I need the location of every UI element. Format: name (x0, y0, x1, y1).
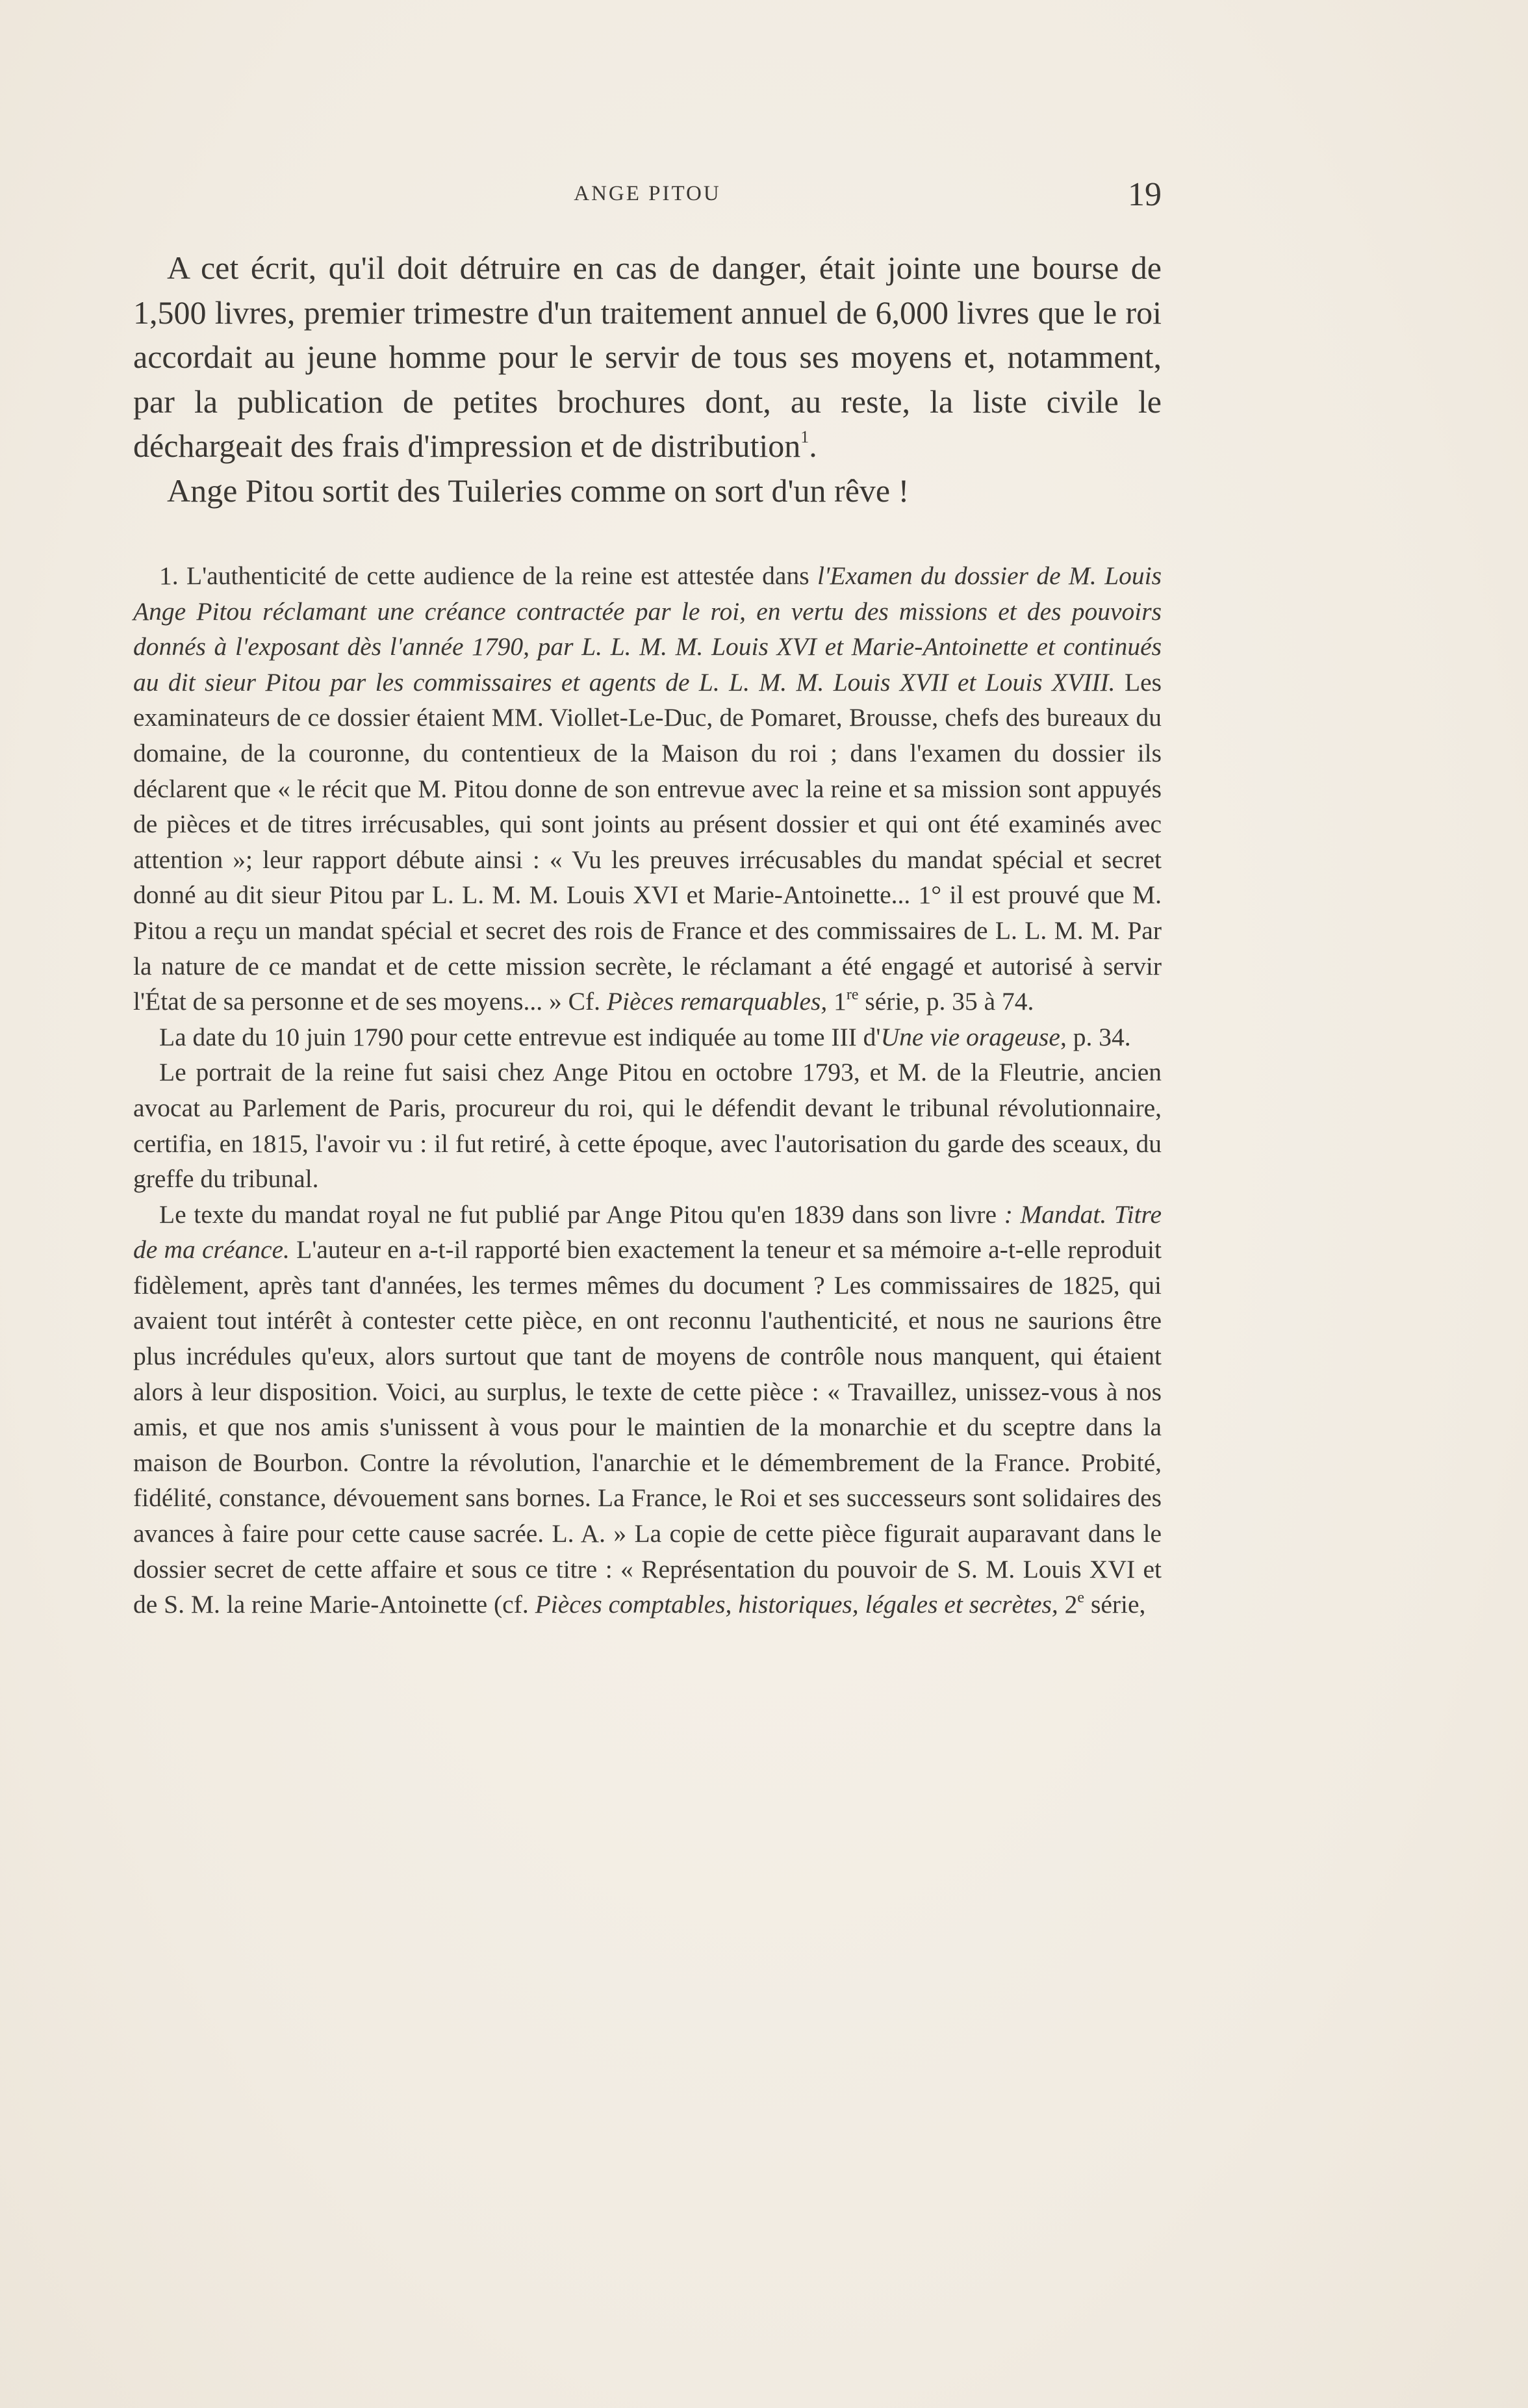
main-paragraph-1 (133, 246, 1162, 468)
footnote-1-text-d: série, p. 35 à 74. (858, 987, 1034, 1016)
body-text (133, 246, 1162, 1622)
footnote-1-text-c: 1 (827, 987, 847, 1016)
footnotes (133, 558, 1162, 1622)
footnote-4-text-a: Le texte du mandat royal ne fut publié par Ange Pitou qu'en 1839 dans son livre (159, 1199, 1004, 1229)
footnote-1 (133, 558, 1162, 1019)
footnote-number: 1. (159, 561, 179, 590)
footnote-4-source: Pièces comptables, historiques, légales et secrètes, (535, 1590, 1058, 1619)
footnote-1-text-b: Les examinateurs de ce dossier étaient MM. Viollet-Le-Duc, de Pomaret, Brousse, chefs des bureaux du domaine, de la couronne, du contentieux de la Maison du roi ; dans l'examen du dossier ils déclarent que « le récit que M. Pitou donne de son entrevue avec la reine et sa mission sont appuyés de pièces et de titres irrécusables, qui sont joints au présent dossier et qui ont été examinés avec attention »; leur rapport débute ainsi : « Vu les preuves irrécusables du mandat spécial et secret donné au dit sieur Pitou par L. L. M. M. Louis XVI et Marie-Antoinette... 1° il est prouvé que M. Pitou a reçu un mandat spécial et secret des rois de France et des commissaires de L. L. M. M. Par la nature de ce mandat et de cette mission secrète, le réclamant a été engagé et autorisé à servir l'État de sa personne et de ses moyens... » Cf. (133, 667, 1162, 1016)
footnote-paragraph-4 (133, 1197, 1162, 1622)
footnote-1-source: Pièces remarquables, (606, 987, 828, 1016)
footnote-4-title: : Mandat. Titre de ma créance. (133, 1199, 1162, 1264)
footnote-4-text-c: 2 (1058, 1590, 1078, 1619)
footnote-2-text-a: La date du 10 juin 1790 pour cette entrevue est indiquée au tome III d' (159, 1022, 881, 1051)
page-header (133, 175, 1162, 214)
footnote-4-text-d: série, (1084, 1590, 1146, 1619)
running-head: ANGE PITOU (574, 182, 721, 205)
footnote-paragraph-3: Le portrait de la reine fut saisi chez Ange Pitou en octobre 1793, et M. de la Fleutrie, ancien avocat au Parlement de Paris, procureur du roi, qui le défendit devant le tribunal révolutionnaire, certifia, en 1815, l'avoir vu : il fut retiré, à cette époque, avec l'autorisation du garde des sceaux, du greffe du tribunal. (133, 1058, 1162, 1194)
footnote-reference: 1 (800, 428, 809, 446)
page-number: 19 (1128, 176, 1162, 213)
footnote-paragraph-2 (133, 1019, 1162, 1055)
footnote-1-superscript: re (846, 986, 859, 1004)
main-paragraph-1-text: A cet écrit, qu'il doit détruire en cas de danger, était jointe une bourse de 1,500 livres, premier trimestre d'un traitement annuel de 6,000 livres que le roi accordait au jeune homme pour le servir de tous ses moyens et, notamment, par la publication de petites brochures dont, au reste, la liste civile le déchargeait des frais d'impression et de distribution (133, 250, 1162, 464)
main-paragraph-1-end: . (809, 428, 817, 464)
footnote-4-superscript: e (1077, 1589, 1085, 1607)
footnote-1-title: l'Examen du dossier de M. Louis Ange Pitou réclamant une créance contractée par le roi, en vertu des missions et des pouvoirs donnés à l'exposant dès l'année 1790, par L. L. M. M. Louis XVI et Marie-Antoinette et continués au dit sieur Pitou par les commissaires et agents de L. L. M. M. Louis XVII et Louis XVIII. (133, 561, 1162, 697)
footnote-4-text-b: L'auteur en a-t-il rapporté bien exactement la teneur et sa mémoire a-t-elle reproduit fidèlement, après tant d'années, les termes mêmes du document ? Les commissaires de 1825, qui avaient tout intérêt à contester cette pièce, en ont reconnu l'authenticité, et nous ne saurions être plus incrédules qu'eux, alors surtout que tant de moyens de contrôle nous manquent, qui étaient alors à leur disposition. Voici, au surplus, le texte de cette pièce : « Travaillez, unissez-vous à nos amis, et que nos amis s'unissent à vous pour le maintien de la monarchie et du sceptre dans la maison de Bourbon. Contre la révolution, l'anarchie et le démembrement de la France. Probité, fidélité, constance, dévouement sans bornes. La France, le Roi et ses successeurs sont solidaires des avances à faire pour cette cause sacrée. L. A. » La copie de cette pièce figurait auparavant dans le dossier secret de cette affaire et sous ce titre : « Représentation du pouvoir de S. M. Louis XVI et de S. M. la reine Marie-Antoinette (cf. (133, 1235, 1162, 1619)
main-paragraph-2: Ange Pitou sortit des Tuileries comme on sort d'un rêve ! (167, 472, 910, 509)
footnote-2-title: Une vie orageuse (880, 1022, 1060, 1051)
footnote-2-text-b: , p. 34. (1060, 1022, 1131, 1051)
main-text (133, 246, 1162, 513)
footnote-1-text-a: L'authenticité de cette audience de la reine est attestée dans (178, 561, 817, 590)
